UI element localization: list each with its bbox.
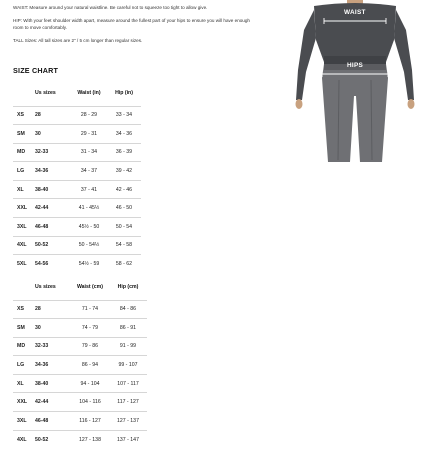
waist-cell: 79 - 86 (71, 337, 109, 356)
size-table-cm (13, 274, 147, 449)
column-header: Us sizes (35, 89, 56, 96)
hip-cell: 137 - 147 (109, 430, 147, 449)
waist-cell: 41 - 45½ (71, 199, 107, 218)
hips-label: HIPS (347, 62, 364, 69)
waist-cell: 28 - 29 (71, 106, 107, 125)
us-size-cell: 38-40 (35, 180, 71, 199)
table-row (13, 143, 141, 162)
hip-cell: 86 - 91 (109, 319, 147, 338)
model-figure (290, 0, 420, 165)
table-row (13, 218, 141, 237)
size-table-inches (13, 80, 141, 273)
hip-cell: 34 - 36 (107, 125, 141, 144)
column-header: Us sizes (35, 283, 56, 290)
us-size-cell: 30 (35, 319, 71, 338)
size-cell: MD (13, 337, 35, 356)
us-size-cell: 28 (35, 106, 71, 125)
table-row (13, 180, 141, 199)
hip-cell: 50 - 54 (107, 218, 141, 237)
table-row (13, 255, 141, 274)
hip-cell: 46 - 50 (107, 199, 141, 218)
waist-cell: 116 - 127 (71, 412, 109, 431)
us-size-cell: 42-44 (35, 199, 71, 218)
size-cell: 3XL (13, 412, 35, 431)
us-size-cell: 50-52 (35, 236, 71, 255)
right-arm (394, 10, 414, 100)
table-row (13, 236, 141, 255)
size-cell: MD (13, 143, 35, 162)
size-cell: LG (13, 356, 35, 375)
table-row (13, 199, 141, 218)
us-size-cell: 32-33 (35, 143, 71, 162)
waist-label: WAIST (344, 9, 366, 16)
us-size-cell: 34-36 (35, 162, 71, 181)
left-arm (296, 10, 316, 100)
size-cell: SM (13, 125, 35, 144)
column-header: Hip (in) (115, 89, 133, 96)
hip-cell: 91 - 99 (109, 337, 147, 356)
size-cell: XS (13, 106, 35, 125)
us-size-cell: 46-48 (35, 412, 71, 431)
hip-cell: 84 - 86 (109, 300, 147, 319)
waist-cell: 31 - 34 (71, 143, 107, 162)
waist-cell: 50 - 54½ (71, 236, 107, 255)
size-cell: XL (13, 180, 35, 199)
table-header-row (13, 80, 141, 106)
table-row (13, 106, 141, 125)
tights (322, 64, 388, 162)
us-size-cell: 46-48 (35, 218, 71, 237)
table-row (13, 412, 147, 431)
table-row (13, 125, 141, 144)
table-header-row (13, 274, 147, 300)
column-header (13, 80, 35, 106)
waist-cell: 45½ - 50 (71, 218, 107, 237)
column-header (13, 274, 35, 300)
hip-cell: 99 - 107 (109, 356, 147, 375)
column-header: Hip (cm) (117, 283, 139, 290)
measurement-notes (13, 4, 253, 49)
waist-cell: 104 - 116 (71, 393, 109, 412)
column-header: Waist (in) (77, 89, 101, 96)
waist-cell: 54½ - 59 (71, 255, 107, 274)
waist-cell: 71 - 74 (71, 300, 109, 319)
hip-cell: 127 - 137 (109, 412, 147, 431)
size-cell: 4XL (13, 430, 35, 449)
size-cell: SM (13, 319, 35, 338)
table-row (13, 374, 147, 393)
us-size-cell: 34-36 (35, 356, 71, 375)
table-row (13, 337, 147, 356)
size-cell: 3XL (13, 218, 35, 237)
table-row (13, 162, 141, 181)
left-hand (296, 99, 303, 109)
right-hand (408, 99, 415, 109)
table-row (13, 319, 147, 338)
us-size-cell: 50-52 (35, 430, 71, 449)
hip-cell: 36 - 39 (107, 143, 141, 162)
size-chart-title: SIZE CHART (13, 66, 59, 75)
hip-cell: 33 - 34 (107, 106, 141, 125)
us-size-cell: 30 (35, 125, 71, 144)
size-cell: XXL (13, 393, 35, 412)
us-size-cell: 38-40 (35, 374, 71, 393)
us-size-cell: 42-44 (35, 393, 71, 412)
us-size-cell: 32-33 (35, 337, 71, 356)
hip-cell: 39 - 42 (107, 162, 141, 181)
size-cell: LG (13, 162, 35, 181)
tall-note: TALL Sizes: All tall sizes are 2" / 5 cm longer than regular sizes. (13, 37, 143, 43)
waist-cell: 86 - 94 (71, 356, 109, 375)
waist-cell: 94 - 104 (71, 374, 109, 393)
table-row (13, 300, 147, 319)
size-cell: XS (13, 300, 35, 319)
waist-cell: 74 - 79 (71, 319, 109, 338)
table-row (13, 356, 147, 375)
size-cell: 4XL (13, 236, 35, 255)
table-row (13, 430, 147, 449)
size-cell: 5XL (13, 255, 35, 274)
hip-cell: 58 - 62 (107, 255, 141, 274)
size-cell: XXL (13, 199, 35, 218)
hip-cell: 54 - 58 (107, 236, 141, 255)
us-size-cell: 54-56 (35, 255, 71, 274)
us-size-cell: 28 (35, 300, 71, 319)
hip-cell: 117 - 127 (109, 393, 147, 412)
waist-cell: 127 - 138 (71, 430, 109, 449)
waist-cell: 37 - 41 (71, 180, 107, 199)
waist-cell: 34 - 37 (71, 162, 107, 181)
waist-cell: 29 - 31 (71, 125, 107, 144)
hip-cell: 107 - 117 (109, 374, 147, 393)
hip-note: HIP: With your feet shoulder width apart, measure around the fullest part of your hips to ensure you will have enough room to move comfortably. (13, 17, 250, 31)
model-illustration (290, 0, 420, 165)
table-row (13, 393, 147, 412)
waist-note: WAIST: Measure around your natural waistline. Be careful not to squeeze too tight to allow give. (13, 5, 208, 10)
size-cell: XL (13, 374, 35, 393)
hip-cell: 42 - 46 (107, 180, 141, 199)
column-header: Waist (cm) (76, 283, 104, 290)
